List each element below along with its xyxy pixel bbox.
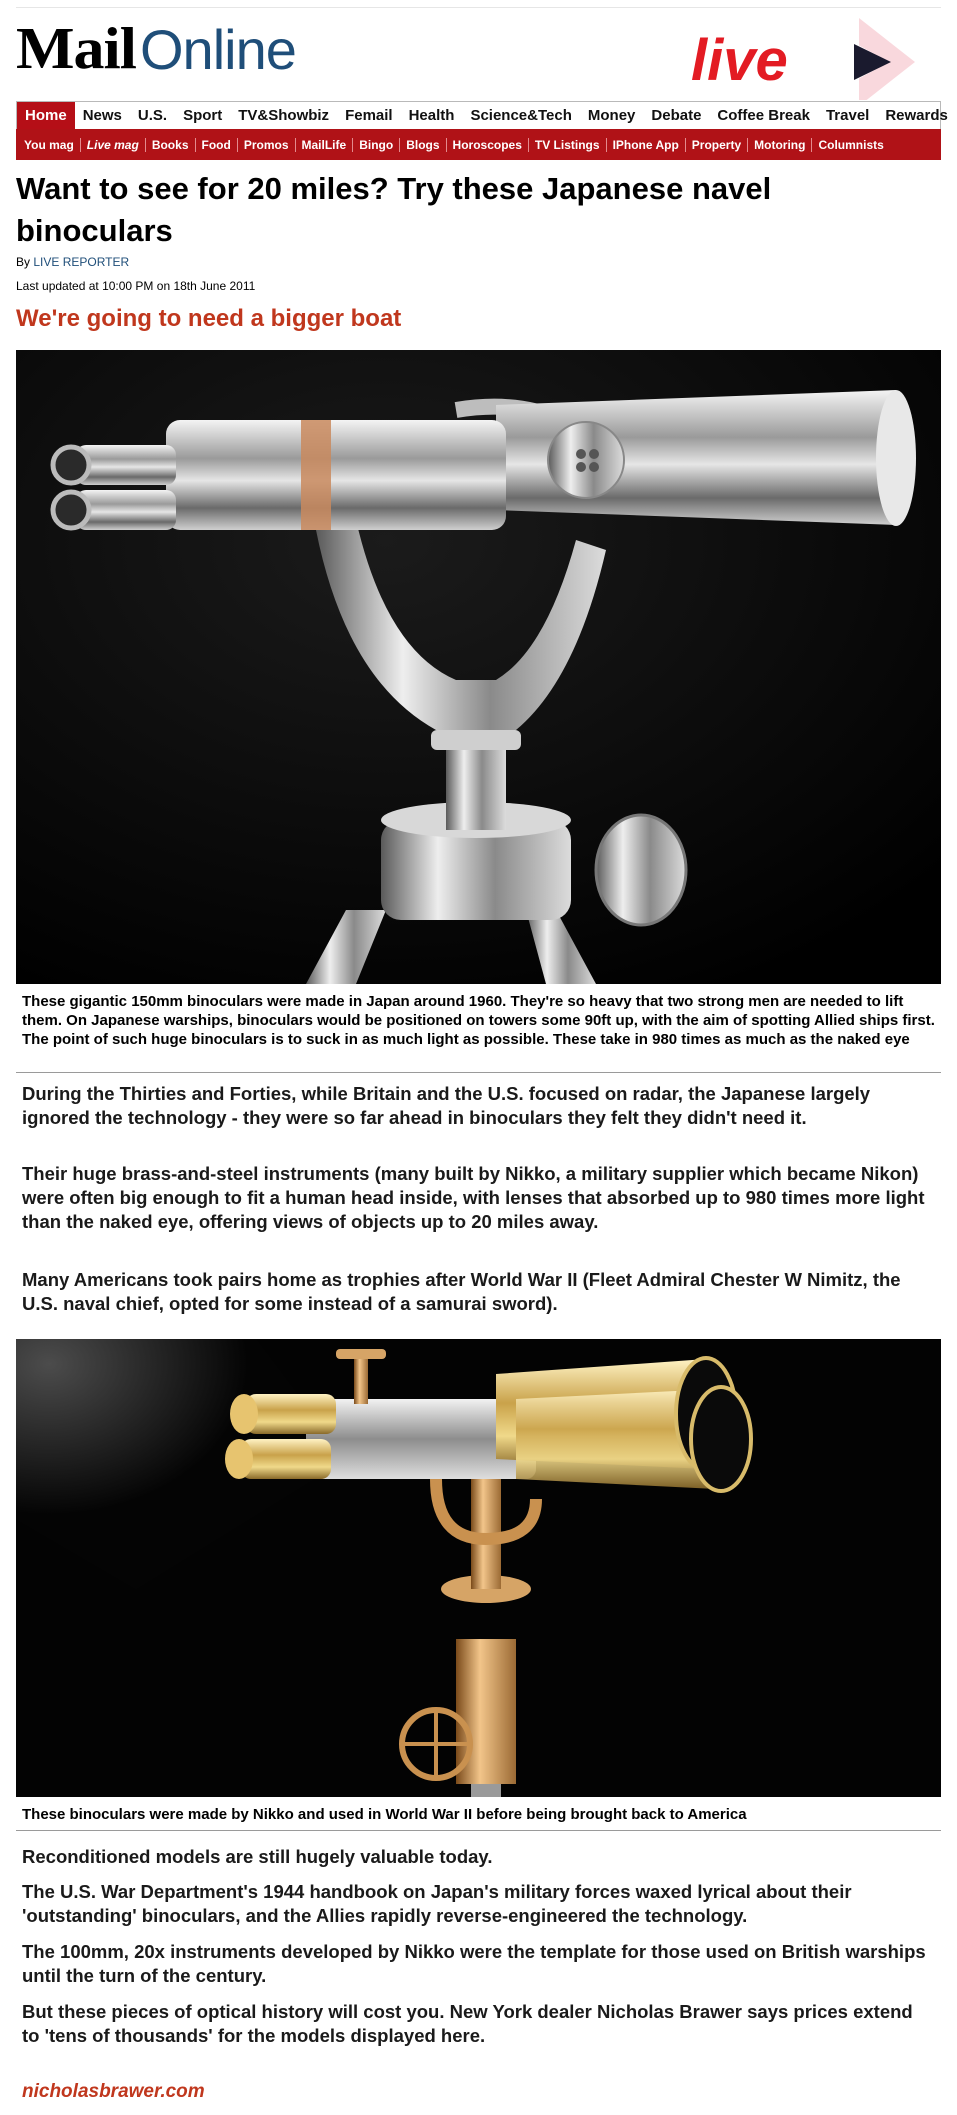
logo-mail-text: Mail [16,16,136,82]
subnav-item-maillife[interactable]: MailLife [296,138,354,152]
nav-item-news[interactable]: News [82,106,122,124]
nav-item-sport[interactable]: Sport [183,106,223,124]
author-link[interactable]: LIVE REPORTER [33,255,130,269]
secondary-nav [16,129,941,160]
photo-chrome-binoculars [16,350,941,984]
paragraph-7: But these pieces of optical history will cost you. New York dealer Nicholas Brawer says prices extend to 'tens of thousands' for the models displayed here. [22,2001,913,2046]
live-badge[interactable] [689,10,915,100]
nav-item-travel[interactable]: Travel [825,106,870,124]
page [16,0,948,2102]
subnav-item-horoscopes[interactable]: Horoscopes [447,138,529,152]
subnav-item-food[interactable]: Food [196,138,238,152]
paragraph-4: Reconditioned models are still hugely valuable today. [22,1846,493,1867]
primary-nav [16,101,948,129]
caption1-divider [16,1072,941,1073]
live-arrow-icon [689,10,915,100]
byline [16,255,129,269]
paragraph-6: The 100mm, 20x instruments developed by Nikko were the template for those used on British warships until the turn of the century. [22,1941,926,1986]
nav-item-health[interactable]: Health [408,106,455,124]
subnav-item-you-mag[interactable]: You mag [18,138,81,152]
last-updated: Last updated at 10:00 PM on 18th June 2011 [16,279,256,293]
subnav-item-motoring[interactable]: Motoring [748,138,812,152]
nav-item-tv-showbiz[interactable]: TV&Showbiz [238,106,330,124]
nav-item-coffee-break[interactable]: Coffee Break [717,106,810,124]
paragraph-5: The U.S. War Department's 1944 handbook on Japan's military forces waxed lyrical about their 'outstanding' binoculars, and the Allies rapidly reverse-engineered the technology. [22,1881,852,1926]
source-link[interactable]: nicholasbrawer.com [22,2081,205,2102]
masthead [16,0,941,96]
caption2-divider [16,1830,941,1831]
live-badge-text: live [691,28,788,93]
nav-item-money[interactable]: Money [587,106,636,124]
subnav-item-bingo[interactable]: Bingo [353,138,400,152]
subnav-item-blogs[interactable]: Blogs [400,138,446,152]
paragraph-3: Many Americans took pairs home as trophies after World War II (Fleet Admiral Chester W Nimitz, the U.S. naval chief, opted for some instead of a samurai sword). [22,1269,901,1314]
photo-brass-binoculars [16,1339,941,1797]
article-subhead: We're going to need a bigger boat [16,305,402,332]
byline-prefix: By [16,255,34,269]
subnav-item-iphone-app[interactable]: IPhone App [607,138,686,152]
nav-item-science-tech[interactable]: Science&Tech [470,106,572,124]
paragraph-2: Their huge brass-and-steel instruments (many built by Nikko, a military supplier which became Nikon) were often big enough to fit a human head inside, with lenses that absorbed up to 980 times more light than the naked eye, offering views of objects up to 20 miles away. [22,1163,925,1232]
nav-item-rewards[interactable]: Rewards [885,106,948,124]
nav-item-home[interactable]: Home [17,102,75,130]
subnav-item-live-mag[interactable]: Live mag [81,138,146,152]
logo-online-text: Online [139,18,296,81]
article-headline: Want to see for 20 miles? Try these Japanese navel binoculars [16,171,772,248]
top-divider [16,7,941,8]
subnav-item-books[interactable]: Books [146,138,196,152]
subnav-item-promos[interactable]: Promos [238,138,296,152]
nav-item-debate[interactable]: Debate [651,106,702,124]
site-logo[interactable] [16,18,296,80]
photo1-caption: These gigantic 150mm binoculars were made in Japan around 1960. They're so heavy that two strong men are needed to lift them. On Japanese warships, binoculars would be positioned on towers some 90ft up, with the aim of spotting Allied ships first. The point of such huge binoculars is to suck in as much light as possible. These take in 980 times as much as the naked eye [22,993,935,1048]
nav-item-us[interactable]: U.S. [137,106,168,124]
subnav-item-tv-listings[interactable]: TV Listings [529,138,607,152]
photo2-caption: These binoculars were made by Nikko and used in World War II before being brought back to America [22,1806,747,1823]
paragraph-1: During the Thirties and Forties, while Britain and the U.S. focused on radar, the Japanese largely ignored the technology - they were so far ahead in binoculars they felt they didn't need it. [22,1083,871,1128]
nav-item-femail[interactable]: Femail [345,106,393,124]
subnav-item-property[interactable]: Property [686,138,748,152]
subnav-item-columnists[interactable]: Columnists [818,137,884,152]
